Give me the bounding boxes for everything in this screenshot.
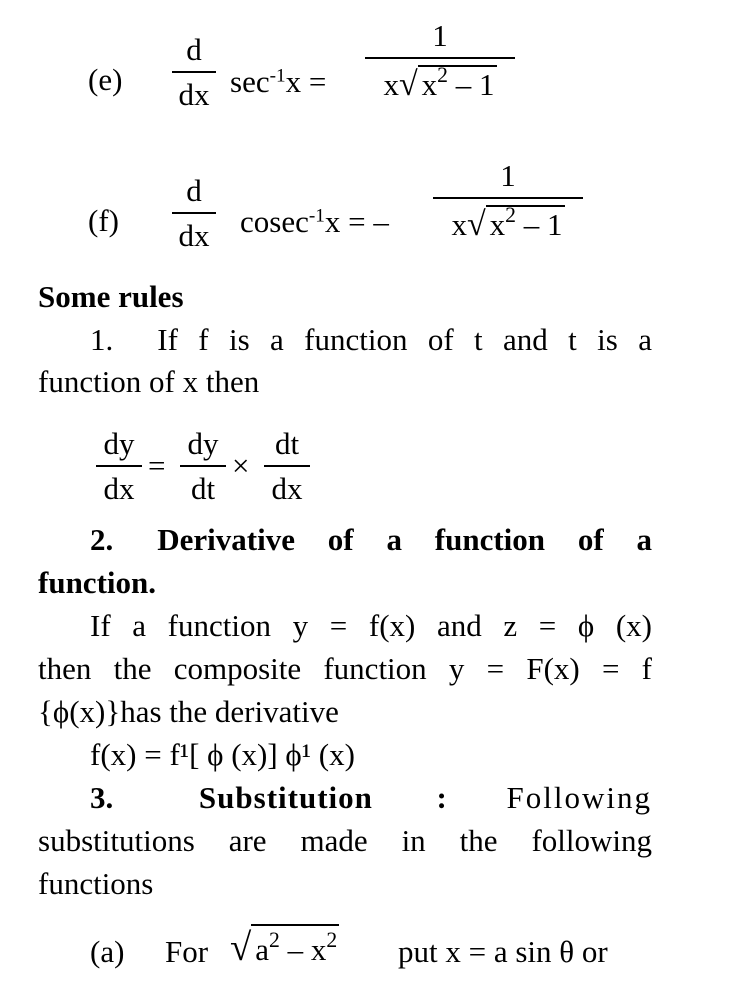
rule1-line2: function of x then (38, 364, 260, 399)
rule1-number: 1. (90, 322, 114, 357)
d-numerator: d (186, 173, 202, 208)
rule3-title: Substitution (198, 780, 373, 815)
sqrt-icon: √ (230, 926, 252, 969)
function-cosec-inverse: cosec$^{-1}$x = – (240, 204, 389, 239)
denominator-x-root: x√ $x^2 - 1$ (383, 62, 495, 103)
derivative-operator-e (172, 34, 216, 110)
rule2-title-line (90, 524, 652, 555)
sqrt-icon: √ (398, 66, 418, 103)
item-label-a: (a) (90, 934, 125, 969)
rule3-line3: functions (38, 866, 154, 901)
denominator-x-root: x√ $x^2 - 1$ (451, 202, 563, 243)
numerator-one: 1 (432, 18, 448, 53)
rule2-formula: f(x) = f¹[ ϕ (x)] ϕ¹ (x) (90, 737, 355, 772)
item-a-tail: put x = a sin θ or (398, 934, 608, 969)
rule3-rest: Following (506, 780, 652, 815)
derivative-operator-f (172, 175, 216, 251)
section-heading: Some rules (38, 279, 184, 314)
rule2-number: 2. (90, 522, 114, 557)
rule3-line2: substitutions are made in the following (38, 823, 652, 858)
sqrt-icon: √ (466, 206, 486, 243)
formula-label-f: (f) (88, 203, 119, 238)
rule1-text: If f is a function of t and t is a (157, 322, 652, 357)
result-fraction-e (365, 20, 515, 102)
numerator-one: 1 (500, 158, 516, 193)
rule2-title: Derivative of a function of a (157, 522, 652, 557)
rule3-colon: : (436, 780, 447, 815)
function-sec-inverse: $\sec^{-1}x$ = (230, 64, 327, 99)
chain-fraction-dt-dx: dt dx (264, 428, 310, 504)
chain-equals: = (148, 448, 166, 483)
chain-fraction-dy-dx: dy dx (96, 428, 142, 504)
d-numerator: d (186, 32, 202, 67)
rule2-title-cont: function. (38, 565, 156, 600)
rule3-title-line (90, 782, 652, 813)
formula-label-e: (e) (88, 62, 123, 97)
rule3-number: 3. (90, 780, 114, 815)
chain-times: × (232, 448, 250, 483)
dx-denominator: dx (178, 77, 210, 112)
item-for: For (165, 934, 209, 969)
sqrt-expression: √ $a^2 - x^2$ (230, 926, 338, 969)
dx-denominator: dx (178, 218, 210, 253)
rule2-paragraph-line2: then the composite function y = F(x) = f (38, 651, 652, 686)
rule2-paragraph-line3: {ϕ(x)}has the derivative (38, 694, 339, 729)
rule1-first-line (90, 324, 652, 355)
result-fraction-f (433, 160, 583, 242)
chain-fraction-dy-dt: dy dt (180, 428, 226, 504)
rule2-paragraph-line1: If a function y = f(x) and z = ϕ (x) (90, 608, 652, 643)
